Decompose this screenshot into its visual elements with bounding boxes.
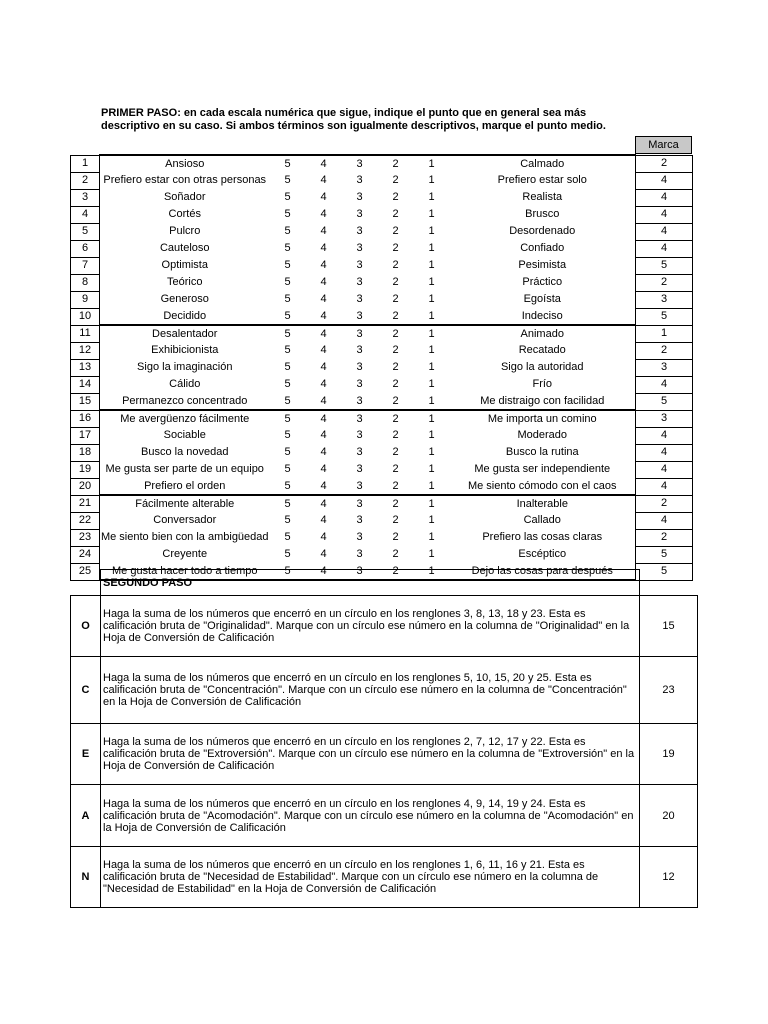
- right-term: Sigo la autoridad: [450, 359, 636, 376]
- scale-point: 4: [320, 378, 327, 390]
- scale-point: 1: [428, 446, 435, 458]
- scale-point: 1: [428, 514, 435, 526]
- scale-point: 5: [270, 325, 306, 342]
- scale-point: 2: [378, 308, 414, 325]
- scale-point: 4: [320, 174, 327, 186]
- factor-instructions: Haga la suma de los números que encerró en un círculo en los renglones 5, 10, 15, 20 y 25. Esta es calificación bruta de "Concentración". Marque con un círculo ese número en la columna de "Concentración" en la Hoja de Conversión de Calificación: [101, 657, 640, 724]
- right-term: Dejo las cosas para después: [450, 563, 636, 580]
- row-number: 21: [71, 495, 100, 512]
- scale-row: [71, 393, 693, 410]
- marca-value: 2: [636, 155, 693, 172]
- scale-point: 1: [414, 478, 450, 495]
- marca-value: 5: [636, 563, 693, 580]
- scale-point: 3: [342, 478, 378, 495]
- scale-point: 4: [320, 548, 327, 560]
- right-term: Callado: [450, 512, 636, 529]
- second-step-title: SEGUNDO PASO: [101, 570, 640, 596]
- factor-letter: E: [71, 724, 101, 785]
- scale-row: [71, 478, 693, 495]
- scale-point: 1: [428, 378, 435, 390]
- scale-point: 1: [414, 155, 450, 172]
- row-number: 19: [71, 461, 100, 478]
- scale-point: 1: [428, 174, 435, 186]
- scale-point: 4: [320, 191, 327, 203]
- scale-point: 2: [378, 155, 414, 172]
- left-term: Sigo la imaginación: [100, 359, 270, 376]
- scale-row: [71, 223, 693, 240]
- scale-point: 3: [356, 191, 363, 203]
- scale-point: 1: [428, 242, 435, 254]
- scale-point: 1: [428, 463, 435, 475]
- scale-point: 5: [284, 361, 291, 373]
- second-step-row: [71, 847, 698, 908]
- scale-point: 3: [356, 514, 363, 526]
- right-term: Indeciso: [450, 308, 636, 325]
- scale-point: 2: [378, 478, 414, 495]
- scale-point: 2: [392, 276, 399, 288]
- scale-point: 1: [428, 344, 435, 356]
- second-step-table: [70, 569, 698, 908]
- scale-table: [70, 154, 693, 581]
- scale-point: 1: [428, 259, 435, 271]
- scale-point: 4: [320, 361, 327, 373]
- marca-column-header: Marca: [635, 136, 692, 154]
- scale-point: 3: [342, 393, 378, 410]
- row-number: 5: [71, 223, 100, 240]
- scale-point: 4: [306, 495, 342, 512]
- row-number: 20: [71, 478, 100, 495]
- scale-point: 2: [392, 548, 399, 560]
- row-number: 6: [71, 240, 100, 257]
- scale-row: [71, 308, 693, 325]
- row-number: 25: [71, 563, 100, 580]
- scale-row: [71, 291, 693, 308]
- marca-value: 4: [636, 512, 693, 529]
- scale-point: 1: [428, 548, 435, 560]
- scale-point: 2: [392, 293, 399, 305]
- scale-point: 4: [320, 344, 327, 356]
- factor-letter: N: [71, 847, 101, 908]
- step-text: en cada escala numérica que sigue, indique el punto que en general sea más descriptivo en su caso. Si ambos términos son igualmente descriptivos, marque el punto medio.: [101, 107, 606, 132]
- row-number: 8: [71, 274, 100, 291]
- step-label: PRIMER PASO:: [101, 107, 181, 119]
- scale-point: 4: [306, 155, 342, 172]
- left-term: Generoso: [100, 291, 270, 308]
- scale-point: 2: [392, 225, 399, 237]
- left-term: Soñador: [100, 189, 270, 206]
- row-number: 7: [71, 257, 100, 274]
- left-term: Me gusta hacer todo a tiempo: [100, 563, 270, 580]
- scale-point: 5: [284, 191, 291, 203]
- scale-point: 2: [392, 463, 399, 475]
- marca-value: 4: [636, 223, 693, 240]
- scale-point: 5: [284, 548, 291, 560]
- scale-point: 1: [414, 563, 450, 580]
- scale-point: 1: [428, 361, 435, 373]
- scale-point: 2: [392, 344, 399, 356]
- factor-score: 12: [640, 847, 698, 908]
- row-number: 2: [71, 172, 100, 189]
- scale-row: [71, 189, 693, 206]
- scale-point: 4: [320, 429, 327, 441]
- scale-row: [71, 495, 693, 512]
- scale-point: 5: [270, 308, 306, 325]
- scale-point: 4: [306, 478, 342, 495]
- right-term: Moderado: [450, 427, 636, 444]
- scale-point: 3: [356, 531, 363, 543]
- scale-row: [71, 172, 693, 189]
- marca-value: 4: [636, 189, 693, 206]
- scale-point: 3: [356, 429, 363, 441]
- scale-row: [71, 512, 693, 529]
- row-number: 9: [71, 291, 100, 308]
- scale-point: 3: [342, 410, 378, 427]
- second-step-row: [71, 724, 698, 785]
- left-term: Cortés: [100, 206, 270, 223]
- scale-point: 5: [284, 344, 291, 356]
- scale-point: 2: [378, 325, 414, 342]
- factor-instructions: Haga la suma de los números que encerró en un círculo en los renglones 1, 6, 11, 16 y 21. Esta es calificación bruta de "Necesidad de Estabilidad". Marque con un círculo ese número en la columna de "Necesidad de Estabilidad" en la Hoja de Conversión de Calificación: [101, 847, 640, 908]
- right-term: Desordenado: [450, 223, 636, 240]
- left-term: Teórico: [100, 274, 270, 291]
- instructions-paragraph: [101, 107, 641, 133]
- second-step-row: [71, 596, 698, 657]
- scale-point: 2: [392, 174, 399, 186]
- scale-row: [71, 155, 693, 172]
- scale-row: [71, 342, 693, 359]
- scale-point: 3: [356, 208, 363, 220]
- scale-point: 1: [428, 293, 435, 305]
- scale-point: 4: [306, 410, 342, 427]
- scale-point: 2: [392, 531, 399, 543]
- row-number: 12: [71, 342, 100, 359]
- row-number: 23: [71, 529, 100, 546]
- scale-point: 5: [284, 378, 291, 390]
- scale-row: [71, 257, 693, 274]
- scale-point: 2: [378, 393, 414, 410]
- right-term: Frío: [450, 376, 636, 393]
- row-number: 1: [71, 155, 100, 172]
- scale-point: 4: [320, 463, 327, 475]
- right-term: Egoísta: [450, 291, 636, 308]
- scale-point: 3: [356, 463, 363, 475]
- left-term: Sociable: [100, 427, 270, 444]
- scale-point: 2: [392, 259, 399, 271]
- scale-point: 3: [356, 174, 363, 186]
- right-term: Calmado: [450, 155, 636, 172]
- scale-point: 5: [270, 495, 306, 512]
- scale-row: [71, 444, 693, 461]
- scale-point: 4: [320, 293, 327, 305]
- scale-point: 1: [428, 429, 435, 441]
- scale-point: 1: [428, 191, 435, 203]
- scale-point: 2: [392, 361, 399, 373]
- scale-point: 1: [414, 410, 450, 427]
- scale-row: [71, 376, 693, 393]
- scale-point: 4: [306, 325, 342, 342]
- scale-point: 4: [306, 308, 342, 325]
- right-term: Inalterable: [450, 495, 636, 512]
- scale-point: 1: [428, 531, 435, 543]
- left-term: Creyente: [100, 546, 270, 563]
- marca-value: 4: [636, 461, 693, 478]
- left-term: Permanezco concentrado: [100, 393, 270, 410]
- left-term: Desalentador: [100, 325, 270, 342]
- scale-point: 3: [356, 225, 363, 237]
- scale-point: 1: [428, 208, 435, 220]
- scale-point: 4: [320, 242, 327, 254]
- scale-point: 3: [356, 361, 363, 373]
- left-term: Fácilmente alterable: [100, 495, 270, 512]
- right-term: Brusco: [450, 206, 636, 223]
- right-term: Me gusta ser independiente: [450, 461, 636, 478]
- right-term: Animado: [450, 325, 636, 342]
- right-term: Confiado: [450, 240, 636, 257]
- row-number: 15: [71, 393, 100, 410]
- marca-value: 4: [636, 444, 693, 461]
- scale-point: 5: [284, 293, 291, 305]
- second-step-row: [71, 785, 698, 847]
- left-term: Optimista: [100, 257, 270, 274]
- factor-score: 23: [640, 657, 698, 724]
- scale-point: 2: [392, 514, 399, 526]
- second-step-row: [71, 657, 698, 724]
- scale-point: 2: [378, 410, 414, 427]
- left-term: Pulcro: [100, 223, 270, 240]
- right-term: Busco la rutina: [450, 444, 636, 461]
- scale-point: 5: [270, 563, 306, 580]
- scale-point: 5: [284, 242, 291, 254]
- left-term: Me gusta ser parte de un equipo: [100, 461, 270, 478]
- scale-row: [71, 274, 693, 291]
- scale-point: 3: [342, 308, 378, 325]
- marca-value: 2: [636, 274, 693, 291]
- scale-row: [71, 529, 693, 546]
- marca-value: 4: [636, 240, 693, 257]
- scale-point: 1: [414, 495, 450, 512]
- scale-row: [71, 427, 693, 444]
- scale-point: 4: [320, 225, 327, 237]
- marca-value: 5: [636, 308, 693, 325]
- scale-point: 4: [320, 208, 327, 220]
- marca-value: 1: [636, 325, 693, 342]
- scale-point: 5: [284, 463, 291, 475]
- left-term: Busco la novedad: [100, 444, 270, 461]
- right-term: Recatado: [450, 342, 636, 359]
- right-term: Realista: [450, 189, 636, 206]
- right-term: Escéptico: [450, 546, 636, 563]
- right-term: Práctico: [450, 274, 636, 291]
- scale-point: 3: [356, 293, 363, 305]
- scale-row: [71, 359, 693, 376]
- scale-point: 4: [320, 276, 327, 288]
- marca-value: 4: [636, 172, 693, 189]
- scale-point: 5: [284, 514, 291, 526]
- scale-row: [71, 461, 693, 478]
- scale-point: 4: [306, 563, 342, 580]
- marca-value: 3: [636, 410, 693, 427]
- scale-point: 5: [270, 155, 306, 172]
- scale-point: 1: [428, 225, 435, 237]
- scale-point: 3: [356, 259, 363, 271]
- scale-point: 4: [306, 393, 342, 410]
- left-term: Ansioso: [100, 155, 270, 172]
- scale-point: 1: [414, 325, 450, 342]
- factor-letter: C: [71, 657, 101, 724]
- scale-point: 4: [320, 531, 327, 543]
- scale-point: 5: [270, 393, 306, 410]
- marca-value: 2: [636, 529, 693, 546]
- scale-point: 5: [284, 446, 291, 458]
- scale-point: 3: [356, 548, 363, 560]
- row-number: 18: [71, 444, 100, 461]
- left-term: Prefiero el orden: [100, 478, 270, 495]
- row-number: 11: [71, 325, 100, 342]
- scale-point: 5: [284, 259, 291, 271]
- scale-point: 2: [392, 242, 399, 254]
- row-number: 24: [71, 546, 100, 563]
- left-term: Decidido: [100, 308, 270, 325]
- scale-point: 2: [392, 429, 399, 441]
- marca-value: 5: [636, 257, 693, 274]
- scale-row: [71, 410, 693, 427]
- scale-point: 2: [392, 378, 399, 390]
- left-term: Exhibicionista: [100, 342, 270, 359]
- left-term: Cauteloso: [100, 240, 270, 257]
- scale-point: 5: [284, 531, 291, 543]
- scale-point: 4: [320, 514, 327, 526]
- scale-point: 3: [342, 563, 378, 580]
- marca-value: 5: [636, 546, 693, 563]
- row-number: 16: [71, 410, 100, 427]
- scale-row: [71, 206, 693, 223]
- scale-point: 1: [414, 308, 450, 325]
- scale-point: 5: [270, 410, 306, 427]
- factor-score: 15: [640, 596, 698, 657]
- left-term: Me avergüenzo fácilmente: [100, 410, 270, 427]
- scale-row: [71, 546, 693, 563]
- marca-value: 4: [636, 427, 693, 444]
- scale-point: 3: [356, 344, 363, 356]
- right-term: Prefiero las cosas claras: [450, 529, 636, 546]
- scale-point: 5: [284, 174, 291, 186]
- scale-point: 4: [320, 259, 327, 271]
- scale-point: 5: [284, 429, 291, 441]
- row-number: 22: [71, 512, 100, 529]
- scale-point: 4: [320, 446, 327, 458]
- scale-point: 2: [378, 495, 414, 512]
- scale-point: 3: [356, 242, 363, 254]
- scale-point: 3: [342, 325, 378, 342]
- row-number: 3: [71, 189, 100, 206]
- scale-point: 5: [284, 208, 291, 220]
- scale-point: 1: [414, 393, 450, 410]
- left-term: Prefiero estar con otras personas: [100, 172, 270, 189]
- row-number: 17: [71, 427, 100, 444]
- scale-point: 2: [392, 446, 399, 458]
- factor-score: 20: [640, 785, 698, 847]
- row-number: 14: [71, 376, 100, 393]
- factor-instructions: Haga la suma de los números que encerró en un círculo en los renglones 4, 9, 14, 19 y 24. Esta es calificación bruta de "Acomodación". Marque con un círculo ese número en la columna de "Acomodación" en la Hoja de Conversión de Calificación: [101, 785, 640, 847]
- scale-point: 5: [284, 276, 291, 288]
- right-term: Me distraigo con facilidad: [450, 393, 636, 410]
- marca-value: 4: [636, 478, 693, 495]
- scale-row: [71, 240, 693, 257]
- scale-point: 1: [428, 276, 435, 288]
- right-term: Me siento cómodo con el caos: [450, 478, 636, 495]
- marca-value: 3: [636, 359, 693, 376]
- marca-value: 4: [636, 206, 693, 223]
- scale-point: 3: [356, 378, 363, 390]
- scale-point: 2: [392, 208, 399, 220]
- left-term: Conversador: [100, 512, 270, 529]
- row-number: 4: [71, 206, 100, 223]
- scale-point: 2: [378, 563, 414, 580]
- marca-value: 2: [636, 342, 693, 359]
- factor-score: 19: [640, 724, 698, 785]
- factor-instructions: Haga la suma de los números que encerró en un círculo en los renglones 2, 7, 12, 17 y 22. Esta es calificación bruta de "Extroversión". Marque con un círculo ese número en la columna de "Extroversión" en la Hoja de Conversión de Calificación: [101, 724, 640, 785]
- scale-point: 3: [342, 155, 378, 172]
- marca-value: 2: [636, 495, 693, 512]
- marca-value: 3: [636, 291, 693, 308]
- right-term: Prefiero estar solo: [450, 172, 636, 189]
- scale-row: [71, 325, 693, 342]
- left-term: Me siento bien con la ambigüedad: [100, 529, 270, 546]
- scale-point: 5: [270, 478, 306, 495]
- scale-point: 3: [356, 446, 363, 458]
- scale-point: 2: [392, 191, 399, 203]
- scale-point: 3: [356, 276, 363, 288]
- left-term: Cálido: [100, 376, 270, 393]
- scale-point: 3: [342, 495, 378, 512]
- marca-value: 5: [636, 393, 693, 410]
- right-term: Pesimista: [450, 257, 636, 274]
- marca-value: 4: [636, 376, 693, 393]
- scale-point: 5: [284, 225, 291, 237]
- row-number: 13: [71, 359, 100, 376]
- factor-instructions: Haga la suma de los números que encerró en un círculo en los renglones 3, 8, 13, 18 y 23. Esta es calificación bruta de "Originalidad". Marque con un círculo ese número en la columna de "Originalidad" en la Hoja de Conversión de Calificación: [101, 596, 640, 657]
- row-number: 10: [71, 308, 100, 325]
- right-term: Me importa un comino: [450, 410, 636, 427]
- factor-letter: A: [71, 785, 101, 847]
- factor-letter: O: [71, 596, 101, 657]
